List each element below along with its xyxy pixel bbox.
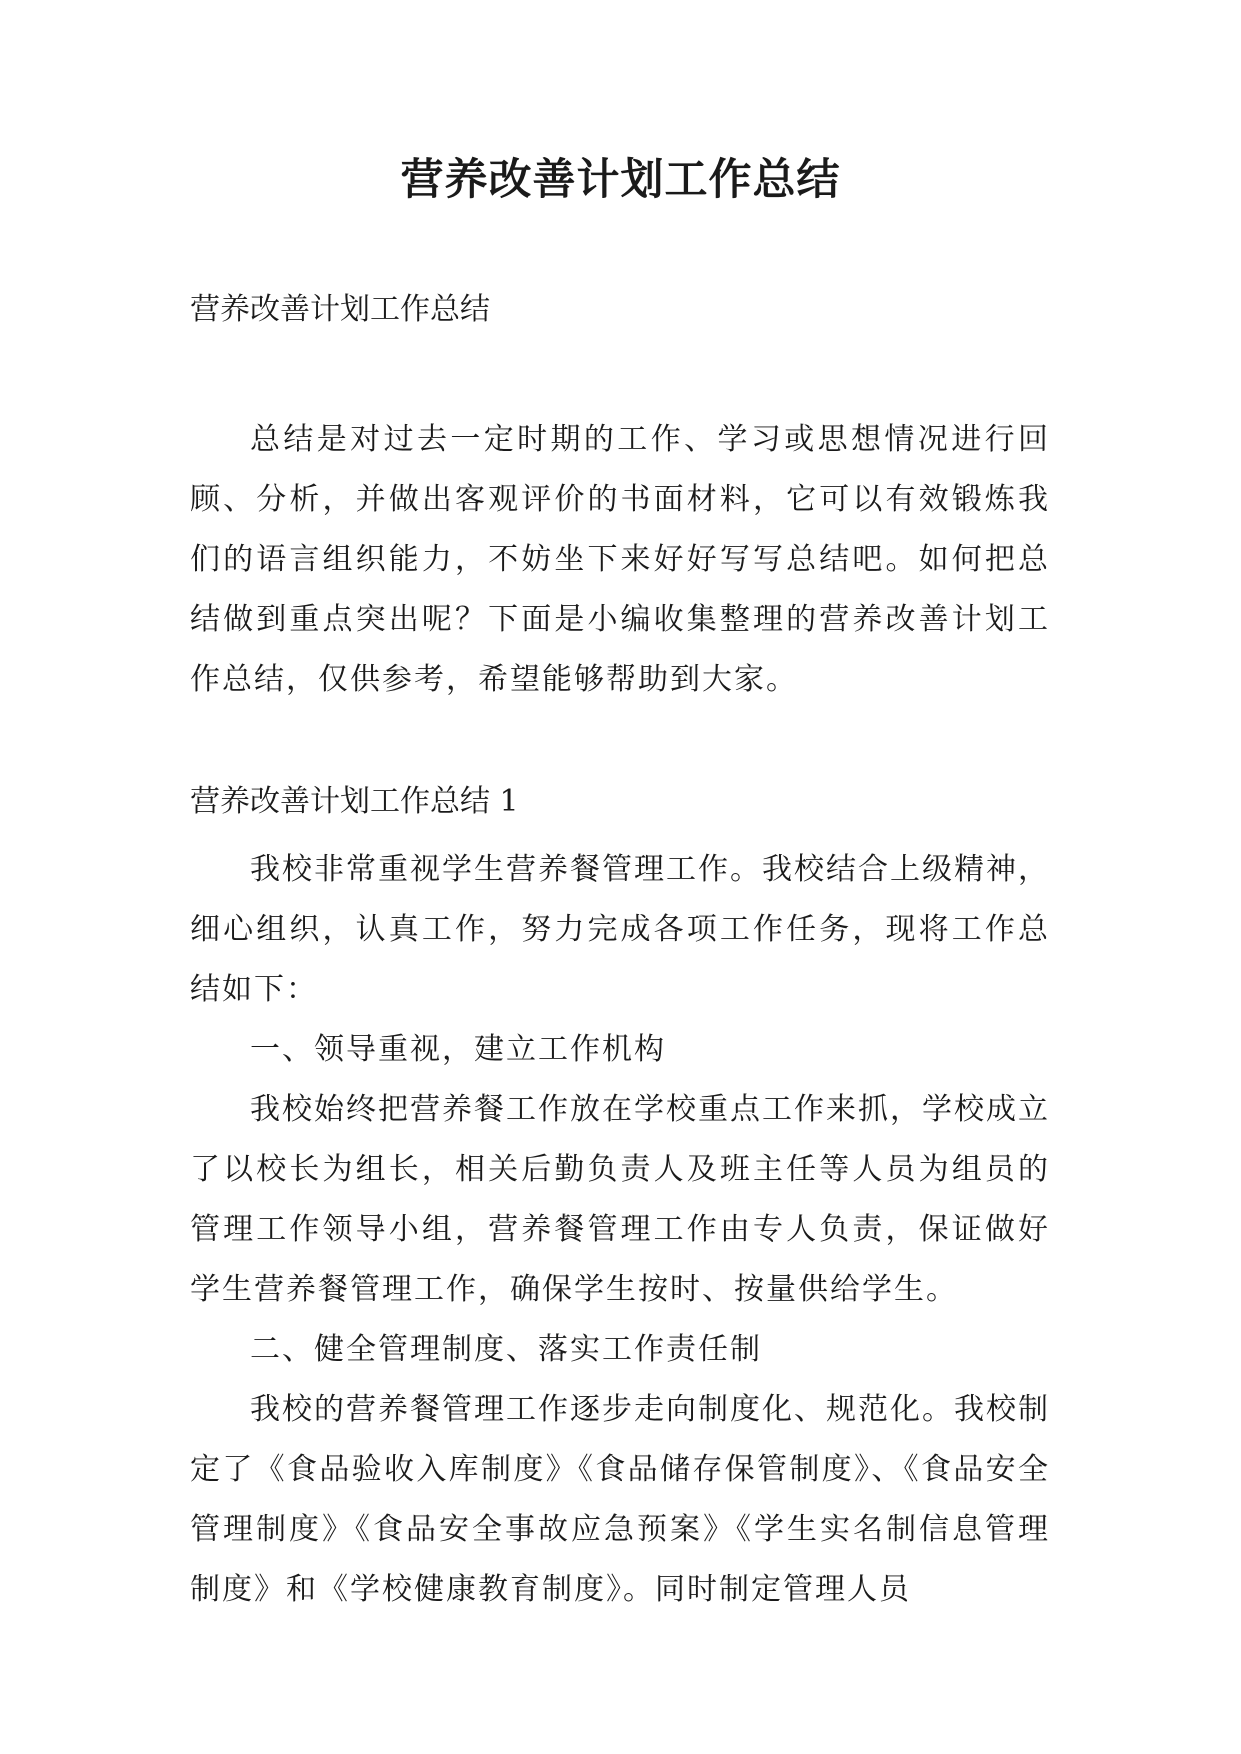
section-heading: 二、健全管理制度、落实工作责任制	[250, 1332, 762, 1367]
section-heading: 一、领导重视，建立工作机构	[250, 1032, 666, 1067]
spacer	[190, 330, 1050, 410]
document-title: 营养改善计划工作总结	[400, 155, 841, 205]
spacer	[190, 710, 1050, 782]
section-label: 营养改善计划工作总结 1	[190, 784, 519, 819]
document-body	[190, 290, 1050, 1620]
intro-paragraph: 总结是对过去一定时期的工作、学习或思想情况进行回顾、分析，并做出客观评价的书面材料，它可以有效锻炼我们的语言组织能力，不妨坐下来好好写写总结吧。如何把总结做到重点突出呢？下面是小编收集整理的营养改善计划工作总结，仅供参考，希望能够帮助到大家。	[190, 422, 1050, 697]
body-paragraph: 我校非常重视学生营养餐管理工作。我校结合上级精神，细心组织，认真工作，努力完成各项工作任务，现将工作总结如下：	[190, 852, 1050, 1007]
spacer	[190, 822, 1050, 840]
document-subtitle: 营养改善计划工作总结	[190, 292, 490, 327]
body-paragraph: 我校始终把营养餐工作放在学校重点工作来抓，学校成立了以校长为组长，相关后勤负责人及班主任等人员为组员的管理工作领导小组，营养餐管理工作由专人负责，保证做好学生营养餐管理工作，确保学生按时、按量供给学生。	[190, 1092, 1050, 1307]
body-paragraph: 我校的营养餐管理工作逐步走向制度化、规范化。我校制定了《食品验收入库制度》《食品储存保管制度》、《食品安全管理制度》《食品安全事故应急预案》《学生实名制信息管理制度》和《学校健康教育制度》。同时制定管理人员	[190, 1392, 1050, 1607]
